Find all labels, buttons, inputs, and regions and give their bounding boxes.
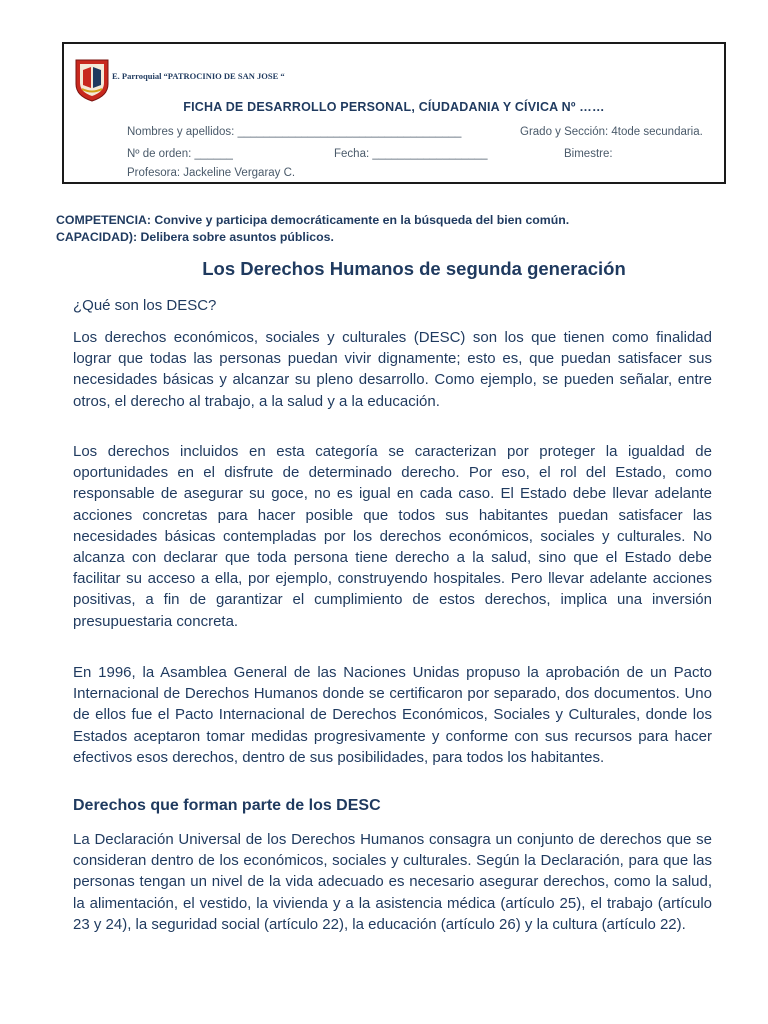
grade-section-label: Grado y Sección: 4tode secundaria. <box>520 126 703 138</box>
form-title: FICHA DE DESARROLLO PERSONAL, CÍUDADANIA Y CÍVICA Nº …… <box>183 100 605 114</box>
teacher-label: Profesora: Jackeline Vergaray C. <box>127 167 296 179</box>
question-heading: ¿Qué son los DESC? <box>73 297 217 314</box>
order-number-label: Nº de orden: ______ <box>127 148 233 160</box>
competencia-line: COMPETENCIA: Convive y participa democráticamente en la búsqueda del bien común. <box>56 213 570 227</box>
names-field-label: Nombres y apellidos: ___________________________________ <box>127 126 462 138</box>
school-name: E. Parroquial “PATROCINIO DE SAN JOSE “ <box>112 71 285 81</box>
paragraph-1: Los derechos económicos, sociales y culturales (DESC) son los que tienen como finalidad lograr que todas las personas puedan vivir dignamente; esto es, que puedan satisfacer sus necesidades básicas y alcanzar su pleno desarrollo. Como ejemplo, se pueden señalar, entre otros, el derecho al trabajo, a la salud y a la educación. <box>73 329 712 410</box>
bimester-label: Bimestre: <box>564 148 613 160</box>
section-heading: Derechos que forman parte de los DESC <box>73 797 381 814</box>
page-title: Los Derechos Humanos de segunda generación <box>202 258 626 279</box>
paragraph-2: Los derechos incluidos en esta categoría se caracterizan por proteger la igualdad de oportunidades en el disfrute de determinado derecho. Por eso, el rol del Estado, como responsable de asegurar su goce, no es igual en cada caso. El Estado debe llevar adelante acciones concretas para hacer posible que todos sus habitantes puedan satisfacer las necesidades básicas contempladas por los derechos económicos, sociales y culturales. No alcanza con declarar que toda persona tiene derecho a la salud, sino que el Estado debe facilitar su acceso a ella, por ejemplo, construyendo hospitales. Pero llevar adelante acciones positivas, a fin de garantizar el cumplimiento de estos derechos, implica una inversión presupuestaria concreta. <box>73 443 712 630</box>
capacidad-line: CAPACIDAD): Delibera sobre asuntos públicos. <box>56 230 334 244</box>
paragraph-4: La Declaración Universal de los Derechos Humanos consagra un conjunto de derechos que se consideran dentro de los económicos, sociales y culturales. Según la Declaración, para que las personas tengan un nivel de la vida adecuado es necesario asegurar derechos, como la salud, la alimentación, el vestido, la vivienda y a la asistencia médica (artículo 25), el trabajo (artículo 23 y 24), la seguridad social (artículo 22), la educación (artículo 26) y la cultura (artículo 22). <box>73 831 712 933</box>
paragraph-3: En 1996, la Asamblea General de las Naciones Unidas propuso la aprobación de un Pacto Internacional de Derechos Humanos donde se certificaron por separado, dos documentos. Uno de ellos fue el Pacto Internacional de Derechos Económicos, Sociales y Culturales, donde los Estados aceptaron tomar medidas progresivamente y conforme con sus recursos para hacer efectivos esos derechos, dentro de sus posibilidades, para todos los habitantes. <box>73 664 712 766</box>
date-field-label: Fecha: __________________ <box>334 148 488 160</box>
school-crest-icon <box>73 58 111 102</box>
header-box <box>62 42 726 184</box>
